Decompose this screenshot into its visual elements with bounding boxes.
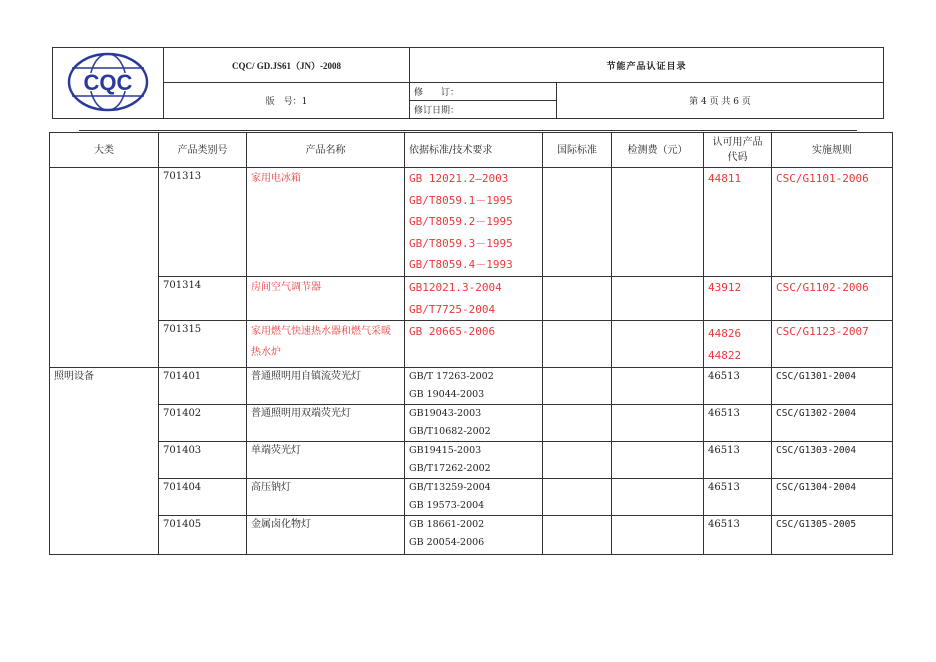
standard-item: GB/T13259-2004 <box>409 482 491 494</box>
code-cell: 701401 <box>159 368 247 405</box>
standard-item: GB/T17262-2002 <box>409 463 491 475</box>
standard-item: GB 20665-2006 <box>409 325 496 339</box>
table-row <box>50 479 893 516</box>
standard-item: GB 12021.2—2003 <box>409 172 509 185</box>
standards-cell <box>405 368 543 405</box>
code-cell: 701405 <box>159 516 247 555</box>
col-header: 依据标准/技术要求 <box>405 133 543 168</box>
code-cell: 701313 <box>159 168 247 277</box>
standard-item: GB 18661-2002 <box>409 519 485 531</box>
logo-cell <box>53 48 164 119</box>
product-code-item: 44822 <box>708 349 742 363</box>
intl-standard-cell <box>543 479 612 516</box>
standard-item: GB/T8059.3－1995 <box>409 236 513 250</box>
code-cell: 701403 <box>159 442 247 479</box>
cqc-logo-icon <box>66 52 150 112</box>
standard-item: GB19043-2003 <box>409 408 482 420</box>
category-cell <box>50 168 159 368</box>
product-code-cell: 46513 <box>704 442 772 479</box>
standard-item: GB/T10682-2002 <box>409 426 491 438</box>
intl-standard-cell <box>543 516 612 555</box>
fee-cell <box>612 479 704 516</box>
name-cell: 家用电冰箱 <box>247 168 405 277</box>
header-divider <box>79 130 857 131</box>
version-label: 版 号：1 <box>164 83 410 119</box>
standard-item: GB/T8059.2－1995 <box>409 215 513 229</box>
name-cell: 房间空气调节器 <box>247 276 405 320</box>
revise-date-label: 修订日期： <box>410 101 557 119</box>
rule-cell: CSC/G1102-2006 <box>772 276 893 320</box>
standards-cell <box>405 442 543 479</box>
code-cell: 701404 <box>159 479 247 516</box>
revise-label: 修 订： <box>410 83 557 101</box>
table-row <box>50 321 893 368</box>
rule-cell: CSC/G1101-2006 <box>772 168 893 277</box>
standard-item: GB 19573-2004 <box>409 500 485 512</box>
fee-cell <box>612 321 704 368</box>
fee-cell <box>612 368 704 405</box>
name-cell: 普通照明用自镇流荧光灯 <box>247 368 405 405</box>
fee-cell <box>612 276 704 320</box>
standards-cell <box>405 516 543 555</box>
col-header: 认可用产品代码 <box>704 133 772 168</box>
standard-item: GB12021.3-2004 <box>409 280 502 294</box>
intl-standard-cell <box>543 321 612 368</box>
col-header: 检测费（元） <box>612 133 704 168</box>
standard-item: GB/T8059.4－1993 <box>409 258 513 272</box>
table-header-row <box>50 133 893 168</box>
name-cell: 金属卤化物灯 <box>247 516 405 555</box>
table-row <box>50 168 893 277</box>
page-info: 第 4 页 共 6 页 <box>557 83 884 119</box>
table-row <box>50 516 893 555</box>
catalog-table <box>49 132 893 555</box>
table-row <box>50 405 893 442</box>
col-header: 产品名称 <box>247 133 405 168</box>
product-code-cell: 43912 <box>704 276 772 320</box>
name-cell: 单端荧光灯 <box>247 442 405 479</box>
name-cell: 高压钠灯 <box>247 479 405 516</box>
product-code-cell: 46513 <box>704 516 772 555</box>
product-code-cell: 46513 <box>704 405 772 442</box>
fee-cell <box>612 405 704 442</box>
doc-code: CQC/ GD.JS61（JN）-2008 <box>164 48 410 83</box>
standards-cell <box>405 321 543 368</box>
table-row <box>50 276 893 320</box>
rule-cell: CSC/G1304-2004 <box>772 479 893 516</box>
rule-cell: CSC/G1301-2004 <box>772 368 893 405</box>
intl-standard-cell <box>543 168 612 277</box>
product-code-item: 44826 <box>708 327 742 341</box>
standard-item: GB 20054-2006 <box>409 537 485 549</box>
standard-item: GB/T8059.1－1995 <box>409 193 513 207</box>
col-header: 实施规则 <box>772 133 893 168</box>
col-header: 产品类别号 <box>159 133 247 168</box>
standards-cell <box>405 479 543 516</box>
table-row <box>50 368 893 405</box>
fee-cell <box>612 442 704 479</box>
fee-cell <box>612 168 704 277</box>
standards-cell <box>405 168 543 277</box>
standard-item: GB/T 17263-2002 <box>409 371 494 383</box>
category-cell: 照明设备 <box>50 368 159 555</box>
table-row <box>50 442 893 479</box>
intl-standard-cell <box>543 405 612 442</box>
rule-cell: CSC/G1305-2005 <box>772 516 893 555</box>
product-code-cell: 46513 <box>704 479 772 516</box>
standard-item: GB/T7725-2004 <box>409 302 496 316</box>
code-cell: 701402 <box>159 405 247 442</box>
standard-item: GB 19044-2003 <box>409 389 485 401</box>
product-code-cell: 44811 <box>704 168 772 277</box>
fee-cell <box>612 516 704 555</box>
rule-cell: CSC/G1302-2004 <box>772 405 893 442</box>
col-header: 国际标准 <box>543 133 612 168</box>
product-code-cell: 46513 <box>704 368 772 405</box>
code-cell: 701315 <box>159 321 247 368</box>
intl-standard-cell <box>543 442 612 479</box>
standards-cell <box>405 276 543 320</box>
rule-cell: CSC/G1303-2004 <box>772 442 893 479</box>
col-header: 大类 <box>50 133 159 168</box>
intl-standard-cell <box>543 276 612 320</box>
page-title: 节能产品认证目录 <box>410 48 884 83</box>
product-code-cell <box>704 321 772 368</box>
standard-item: GB19415-2003 <box>409 445 482 457</box>
name-cell: 家用燃气快速热水器和燃气采暖热水炉 <box>247 321 405 368</box>
name-cell: 普通照明用双端荧光灯 <box>247 405 405 442</box>
code-cell: 701314 <box>159 276 247 320</box>
intl-standard-cell <box>543 368 612 405</box>
rule-cell: CSC/G1123-2007 <box>772 321 893 368</box>
document-header <box>52 47 884 119</box>
standards-cell <box>405 405 543 442</box>
logo-text: CQC <box>83 69 133 95</box>
